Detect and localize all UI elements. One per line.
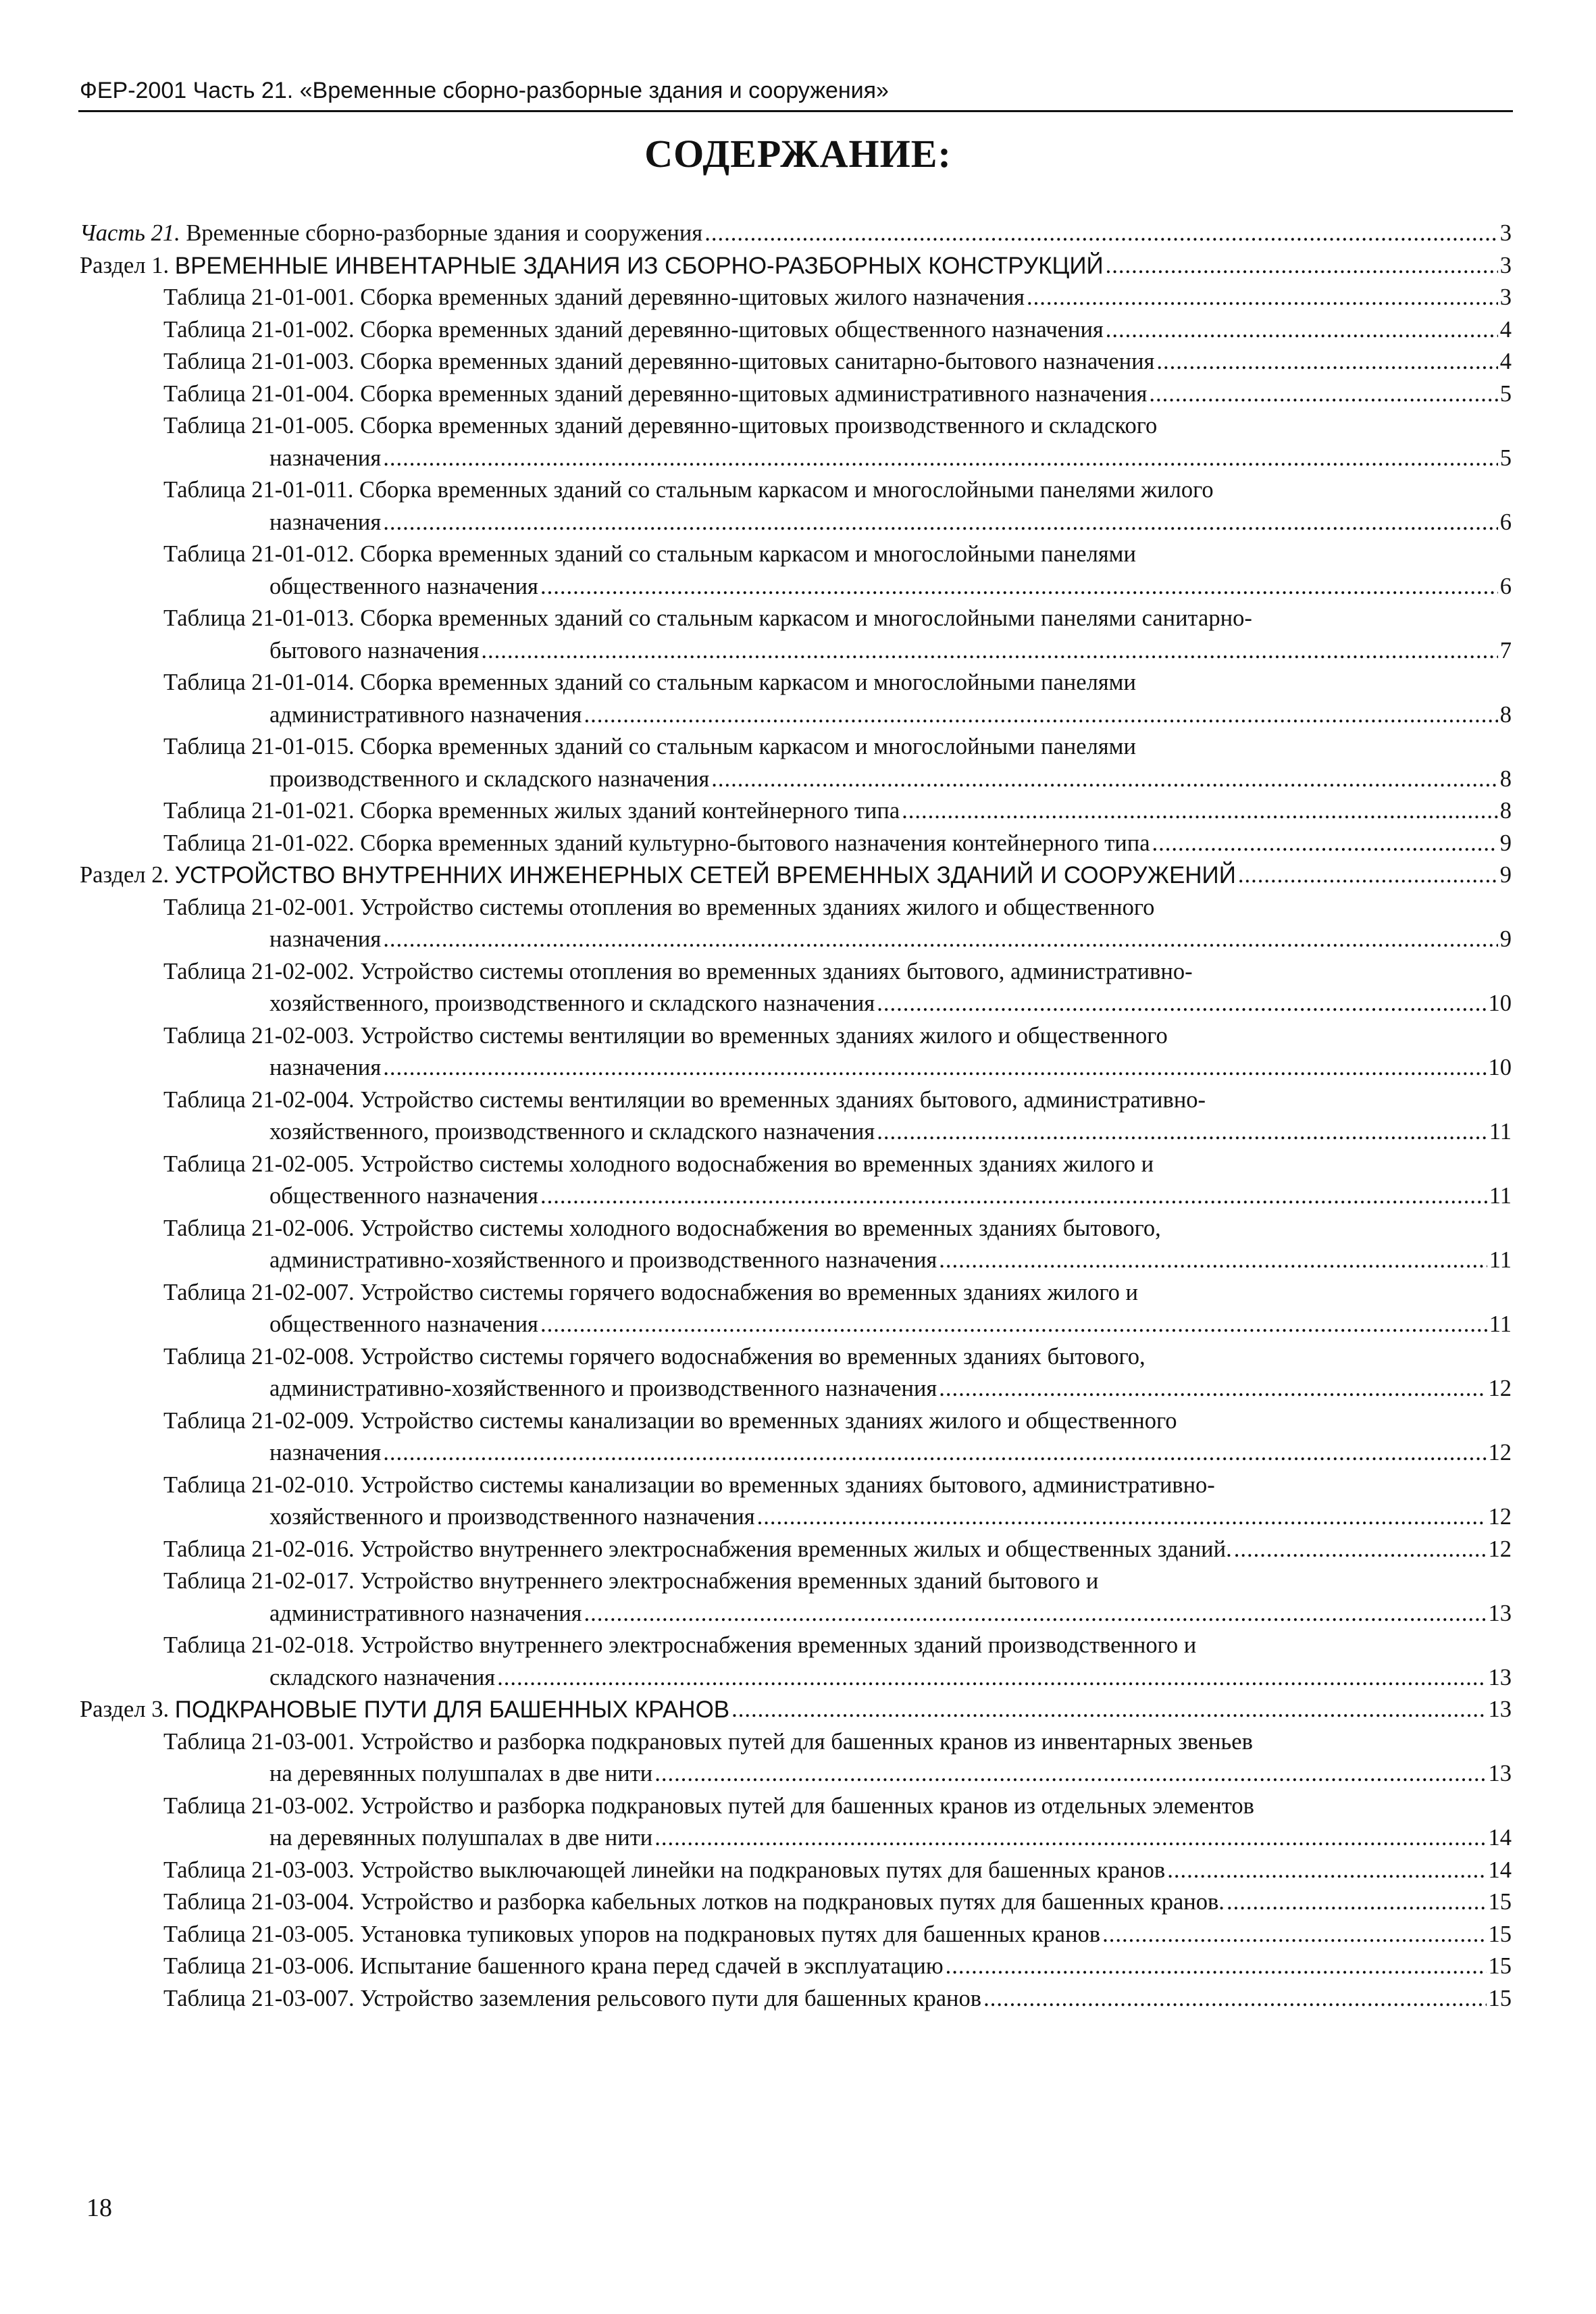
toc-entry-text: Таблица 21-03-004. Устройство и разборка кабельных лотков на подкрановых путях для башенных кранов. — [163, 1889, 1225, 1915]
toc-entry-text: Таблица 21-01-013. Сборка временных зданий со стальным каркасом и многослойными панелями санитарно- — [163, 605, 1252, 631]
toc-entry-text: Таблица 21-01-011. Сборка временных зданий со стальным каркасом и многослойными панелями жилого — [163, 477, 1214, 503]
toc-table-entry[interactable] — [80, 346, 1512, 378]
toc-page-number: 4 — [1499, 349, 1512, 374]
dot-leader — [946, 1951, 1487, 1983]
toc-page-number: 6 — [1499, 509, 1512, 535]
toc-table-entry-continuation[interactable] — [80, 1373, 1512, 1405]
toc-entry-text: административно-хозяйственного и производственного назначения — [269, 1247, 937, 1273]
dot-leader — [1152, 828, 1498, 860]
dot-leader — [1234, 1534, 1487, 1566]
toc-entry-text: Таблица 21-03-006. Испытание башенного крана перед сдачей в эксплуатацию — [163, 1953, 944, 1979]
toc-entry-text: общественного назначения — [269, 1183, 538, 1209]
toc-section-entry[interactable] — [80, 250, 1512, 282]
toc-page-number: 3 — [1499, 252, 1512, 278]
toc-part-entry[interactable] — [80, 218, 1512, 250]
toc-page-number: 11 — [1489, 1183, 1512, 1209]
toc-table-entry[interactable] — [80, 378, 1512, 411]
toc-part-text: Временные сборно-разборные здания и сооружения — [186, 220, 703, 246]
toc-table-entry-continuation[interactable] — [80, 1662, 1512, 1694]
toc-table-entry[interactable] — [80, 667, 1512, 699]
toc-table-entry[interactable] — [80, 1277, 1512, 1309]
toc-entry-text: Таблица 21-03-005. Установка тупиковых упоров на подкрановых путях для башенных кранов — [163, 1921, 1101, 1947]
toc-entry-text: на деревянных полушпалах в две нити — [269, 1825, 653, 1851]
toc-table-entry-continuation[interactable] — [80, 1244, 1512, 1277]
dot-leader — [1102, 1919, 1486, 1951]
toc-page-number: 15 — [1488, 1921, 1512, 1947]
dot-leader — [757, 1501, 1487, 1534]
toc-table-entry[interactable] — [80, 1565, 1512, 1598]
toc-entry-text: хозяйственного и производственного назначения — [269, 1504, 755, 1530]
dot-leader — [877, 1116, 1487, 1149]
toc-table-entry-continuation[interactable] — [80, 571, 1512, 603]
toc-entry-text: Таблица 21-01-004. Сборка временных зданий деревянно-щитовых административного назначения — [163, 380, 1148, 407]
toc-table-entry-continuation[interactable] — [80, 1598, 1512, 1630]
toc-part-label: Часть 21. — [80, 220, 180, 246]
toc-table-entry[interactable] — [80, 956, 1512, 988]
toc-page-number: 12 — [1488, 1504, 1512, 1530]
toc-table-entry[interactable] — [80, 1855, 1512, 1887]
dot-leader — [939, 1373, 1486, 1405]
toc-table-entry[interactable] — [80, 603, 1512, 635]
toc-table-entry[interactable] — [80, 828, 1512, 860]
toc-entry-text: общественного назначения — [269, 573, 538, 599]
toc-entry-text: Таблица 21-02-006. Устройство системы холодного водоснабжения во временных зданиях бытового, — [163, 1215, 1161, 1241]
toc-entry-text: административного назначения — [269, 701, 582, 728]
toc-page-number: 11 — [1489, 1119, 1512, 1145]
toc-table-entry[interactable] — [80, 795, 1512, 828]
toc-table-entry-continuation[interactable] — [80, 924, 1512, 956]
dot-leader — [540, 571, 1498, 603]
toc-entry-text: Таблица 21-03-003. Устройство выключающей линейки на подкрановых путях для башенных кранов — [163, 1857, 1166, 1883]
toc-page-number: 11 — [1489, 1311, 1512, 1337]
toc-page-number: 11 — [1489, 1247, 1512, 1273]
toc-section-title: ПОДКРАНОВЫЕ ПУТИ ДЛЯ БАШЕННЫХ КРАНОВ — [174, 1696, 730, 1723]
toc-table-entry[interactable] — [80, 1983, 1512, 2015]
dot-leader — [1106, 314, 1498, 347]
toc-table-entry[interactable] — [80, 1534, 1512, 1566]
page-number: 18 — [86, 2194, 112, 2222]
toc-entry-text: Таблица 21-03-002. Устройство и разборка подкрановых путей для башенных кранов из отдельных элементов — [163, 1792, 1254, 1819]
toc-table-entry[interactable] — [80, 1886, 1512, 1919]
toc-entry-text: административно-хозяйственного и производственного назначения — [269, 1376, 937, 1401]
dot-leader — [1238, 859, 1498, 892]
toc-page-number: 13 — [1488, 1761, 1512, 1786]
toc-table-entry[interactable] — [80, 1951, 1512, 1983]
toc-table-entry[interactable] — [80, 474, 1512, 507]
toc-table-entry[interactable] — [80, 1919, 1512, 1951]
toc-table-entry[interactable] — [80, 1213, 1512, 1245]
toc-page-number: 13 — [1488, 1696, 1512, 1722]
toc-page-number: 5 — [1499, 380, 1512, 407]
toc-table-entry[interactable] — [80, 1084, 1512, 1117]
toc-table-entry[interactable] — [80, 731, 1512, 763]
dot-leader — [540, 1180, 1487, 1213]
toc-table-entry-continuation[interactable] — [80, 443, 1512, 475]
toc-entry-text: Таблица 21-01-021. Сборка временных жилых зданий контейнерного типа — [163, 798, 900, 824]
header-rule — [78, 110, 1513, 112]
toc-entry-text: Таблица 21-02-009. Устройство системы канализации во временных зданиях жилого и общественного — [163, 1407, 1177, 1434]
dot-leader — [497, 1662, 1486, 1694]
toc-entry-text: Таблица 21-02-017. Устройство внутреннего электроснабжения временных зданий бытового и — [163, 1568, 1099, 1594]
toc-entry-text: общественного назначения — [269, 1311, 538, 1337]
toc-entry-text: Таблица 21-03-001. Устройство и разборка подкрановых путей для башенных кранов из инвентарных звеньев — [163, 1728, 1253, 1755]
toc-table-entry-continuation[interactable] — [80, 1180, 1512, 1213]
toc-entry-text: Таблица 21-02-001. Устройство системы отопления во временных зданиях жилого и общественного — [163, 894, 1155, 920]
dot-leader — [481, 635, 1497, 668]
toc-table-entry-continuation[interactable] — [80, 1309, 1512, 1341]
toc-page-number: 10 — [1488, 1055, 1512, 1080]
toc-table-entry-continuation[interactable] — [80, 1052, 1512, 1084]
toc-entry-text: Таблица 21-01-015. Сборка временных зданий со стальным каркасом и многослойными панелями — [163, 734, 1136, 759]
toc-table-entry[interactable] — [80, 892, 1512, 924]
dot-leader — [902, 795, 1498, 828]
toc-entry-text: Таблица 21-02-007. Устройство системы горячего водоснабжения во временных зданиях жилого и — [163, 1279, 1138, 1305]
toc-entry-text: Таблица 21-02-016. Устройство внутреннего электроснабжения временных жилых и общественных зданий. — [163, 1536, 1232, 1562]
dot-leader — [383, 1052, 1486, 1084]
toc-table-entry-continuation[interactable] — [80, 1758, 1512, 1790]
toc-entry-text: производственного и складского назначения — [269, 765, 710, 792]
dot-leader — [711, 763, 1497, 796]
toc-entry-text: назначения — [269, 1440, 382, 1465]
toc-entry-text: хозяйственного, производственного и складского назначения — [269, 1119, 875, 1145]
dot-leader — [939, 1244, 1487, 1277]
toc-table-entry-continuation[interactable] — [80, 507, 1512, 539]
toc-entry-text: Таблица 21-02-008. Устройство системы горячего водоснабжения во временных зданиях бытового, — [163, 1343, 1145, 1369]
toc-entry-text: Таблица 21-01-014. Сборка временных зданий со стальным каркасом и многослойными панелями — [163, 670, 1136, 695]
toc-page-number: 9 — [1499, 862, 1512, 888]
dot-leader — [1027, 282, 1498, 314]
toc-entry-text: Таблица 21-02-004. Устройство системы вентиляции во временных зданиях бытового, административно- — [163, 1086, 1206, 1113]
toc-entry-text: назначения — [269, 445, 382, 471]
toc-page-number: 4 — [1499, 316, 1512, 343]
toc-table-entry-continuation[interactable] — [80, 763, 1512, 796]
toc-page-number: 8 — [1499, 798, 1512, 824]
toc-page-number: 12 — [1488, 1376, 1512, 1401]
toc-page-number: 3 — [1499, 284, 1512, 310]
toc-entry-text: на деревянных полушпалах в две нити — [269, 1761, 653, 1786]
toc-page-number: 15 — [1488, 1953, 1512, 1979]
toc-page-number: 12 — [1488, 1536, 1512, 1562]
toc-page-number: 7 — [1499, 637, 1512, 663]
toc-section-entry[interactable] — [80, 1694, 1512, 1726]
toc-entry-text: Таблица 21-01-012. Сборка временных зданий со стальным каркасом и многослойными панелями — [163, 541, 1136, 567]
toc-entry-text: складского назначения — [269, 1664, 496, 1690]
toc-page-number: 15 — [1488, 1889, 1512, 1915]
toc-table-entry-continuation[interactable] — [80, 1116, 1512, 1149]
toc-table-entry-continuation[interactable] — [80, 988, 1512, 1020]
toc-entry-text: Таблица 21-01-003. Сборка временных зданий деревянно-щитовых санитарно-бытового назначения — [163, 349, 1155, 374]
toc-entry-text: Таблица 21-02-018. Устройство внутреннего электроснабжения временных зданий производственного и — [163, 1632, 1197, 1658]
toc-entry-text: назначения — [269, 1055, 382, 1080]
dot-leader — [584, 699, 1498, 732]
toc-table-entry[interactable] — [80, 1020, 1512, 1053]
toc-page-number: 13 — [1488, 1600, 1512, 1626]
toc-entry-text: Таблица 21-02-003. Устройство системы вентиляции во временных зданиях жилого и общественного — [163, 1022, 1168, 1049]
dot-leader — [383, 924, 1497, 956]
dot-leader — [383, 443, 1497, 475]
dot-leader — [1167, 1855, 1486, 1887]
toc-entry-text: Таблица 21-01-001. Сборка временных зданий деревянно-щитовых жилого назначения — [163, 284, 1025, 310]
dot-leader — [1149, 378, 1497, 411]
toc-page-number: 14 — [1488, 1857, 1512, 1883]
dot-leader — [654, 1758, 1486, 1790]
toc-table-entry-continuation[interactable] — [80, 1437, 1512, 1469]
dot-leader — [654, 1822, 1486, 1855]
toc-page-number: 15 — [1488, 1985, 1512, 2011]
toc-section-entry[interactable] — [80, 859, 1512, 892]
toc-entry-text: Таблица 21-01-005. Сборка временных зданий деревянно-щитовых производственного и складского — [163, 413, 1158, 438]
dot-leader — [540, 1309, 1487, 1341]
toc-table-entry[interactable] — [80, 314, 1512, 347]
toc-entry-text: бытового назначения — [269, 637, 480, 663]
dot-leader — [584, 1598, 1487, 1630]
toc-entry-text: Таблица 21-02-005. Устройство системы холодного водоснабжения во временных зданиях жилого и — [163, 1151, 1154, 1177]
dot-leader — [383, 1437, 1486, 1469]
dot-leader — [877, 988, 1486, 1020]
toc-table-entry[interactable] — [80, 1149, 1512, 1181]
toc-page-number: 14 — [1488, 1825, 1512, 1851]
toc-table-entry[interactable] — [80, 538, 1512, 571]
toc-page-number: 12 — [1488, 1440, 1512, 1465]
toc-entry-text: Таблица 21-03-007. Устройство заземления рельсового пути для башенных кранов — [163, 1985, 982, 2011]
toc-section-title: ВРЕМЕННЫЕ ИНВЕНТАРНЫЕ ЗДАНИЯ ИЗ СБОРНО-РАЗБОРНЫХ КОНСТРУКЦИЙ — [174, 252, 1104, 279]
toc-table-entry[interactable] — [80, 282, 1512, 314]
toc-table-entry[interactable] — [80, 1726, 1512, 1759]
page-title: СОДЕРЖАНИЕ: — [644, 132, 952, 176]
toc-page-number: 6 — [1499, 573, 1512, 599]
toc-page-number: 5 — [1499, 445, 1512, 471]
toc-entry-text: хозяйственного, производственного и складского назначения — [269, 990, 875, 1016]
toc-page-number: 8 — [1499, 701, 1512, 728]
dot-leader — [704, 218, 1498, 250]
dot-leader — [983, 1983, 1486, 2015]
toc-entry-text: Таблица 21-01-022. Сборка временных зданий культурно-бытового назначения контейнерного типа — [163, 830, 1150, 856]
toc-table-entry-continuation[interactable] — [80, 635, 1512, 668]
toc-table-entry[interactable] — [80, 1790, 1512, 1823]
toc-table-entry[interactable] — [80, 1469, 1512, 1502]
toc-section-label: Раздел 2. — [80, 862, 170, 888]
toc-table-entry[interactable] — [80, 410, 1512, 443]
toc-entry-text: Таблица 21-01-002. Сборка временных зданий деревянно-щитовых общественного назначения — [163, 316, 1104, 343]
dot-leader — [383, 507, 1497, 539]
dot-leader — [1227, 1886, 1487, 1919]
toc-table-entry[interactable] — [80, 1341, 1512, 1374]
toc-page-number: 9 — [1499, 830, 1512, 856]
toc-entry-text: административного назначения — [269, 1600, 582, 1626]
toc-page-number: 10 — [1488, 990, 1512, 1016]
table-of-contents — [80, 218, 1512, 2015]
toc-section-label: Раздел 3. — [80, 1696, 170, 1722]
toc-page-number: 8 — [1499, 765, 1512, 792]
toc-table-entry-continuation[interactable] — [80, 1501, 1512, 1534]
toc-page-number: 13 — [1488, 1664, 1512, 1690]
running-header: ФЕР-2001 Часть 21. «Временные сборно-разборные здания и сооружения» — [80, 78, 889, 103]
toc-table-entry[interactable] — [80, 1405, 1512, 1438]
toc-page-number: 9 — [1499, 926, 1512, 952]
toc-entry-text: Таблица 21-02-010. Устройство системы канализации во временных зданиях бытового, административно- — [163, 1472, 1215, 1498]
dot-leader — [1106, 250, 1498, 282]
toc-section-title: УСТРОЙСТВО ВНУТРЕННИХ ИНЖЕНЕРНЫХ СЕТЕЙ ВРЕМЕННЫХ ЗДАНИЙ И СООРУЖЕНИЙ — [174, 862, 1236, 888]
toc-table-entry-continuation[interactable] — [80, 699, 1512, 732]
toc-section-label: Раздел 1. — [80, 252, 170, 278]
dot-leader — [731, 1694, 1486, 1726]
toc-table-entry[interactable] — [80, 1630, 1512, 1662]
toc-entry-text: Таблица 21-02-002. Устройство системы отопления во временных зданиях бытового, административно- — [163, 958, 1193, 984]
toc-entry-text: назначения — [269, 926, 382, 952]
toc-entry-text: назначения — [269, 509, 382, 535]
dot-leader — [1156, 346, 1497, 378]
toc-page-number: 3 — [1499, 220, 1512, 246]
toc-table-entry-continuation[interactable] — [80, 1822, 1512, 1855]
